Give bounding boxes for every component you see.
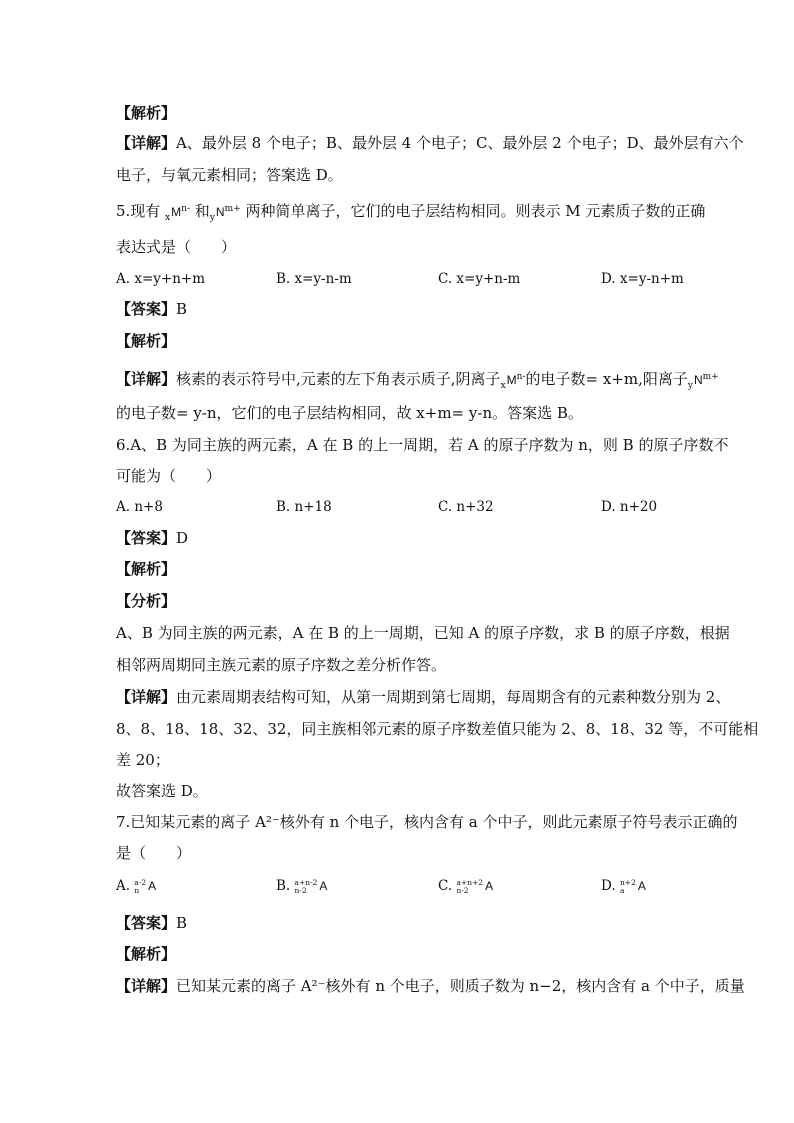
- q7-option-a: A. a-2 n A: [116, 877, 157, 895]
- q7-detail-line-1: 【详解】已知某元素的离子 A²⁻核外有 n 个电子，则质子数为 n−2，核内含有 a 个中子，质量: [116, 977, 745, 995]
- q7-analysis-heading: 【解析】: [116, 945, 177, 963]
- q6-detail-line-3: 差 20；: [116, 751, 170, 769]
- q6-fenxi-heading: 【分析】: [116, 592, 177, 610]
- q7-options: [116, 876, 676, 896]
- q7-answer: 【答案】B: [116, 914, 188, 932]
- q6-fenxi-line-2: 相邻两周期同主族元素的原子序数之差分析作答。: [116, 656, 447, 674]
- q5-option-c: C. x=y+n-m: [438, 271, 521, 287]
- q5-option-b: B. x=y-n-m: [276, 271, 352, 287]
- q5-analysis-heading: 【解析】: [116, 332, 177, 350]
- q6-options: [116, 497, 676, 517]
- ion-m-symbol: $_xM^{n-}$: [165, 204, 191, 223]
- analysis-heading: 【解析】: [116, 104, 177, 122]
- q6-option-a: A. n+8: [116, 499, 163, 515]
- q6-detail-line-4: 故答案选 D。: [116, 782, 208, 800]
- q6-detail-line-2: 8、8、18、18、32、32，同主族相邻元素的原子序数差值只能为 2、8、18、32 等，不可能相: [116, 720, 759, 738]
- q5-option-d: D. x=y-n+m: [601, 271, 684, 287]
- q7-option-d: D. n+2 a A: [601, 877, 646, 895]
- q5-detail-line-2: 的电子数= y-n，它们的电子层结构相同，故 x+m= y-n。答案选 B。: [116, 404, 583, 422]
- q6-answer: 【答案】D: [116, 529, 189, 547]
- q6-option-b: B. n+18: [276, 499, 332, 515]
- q6-stem-line-2: 可能为（ ）: [116, 467, 222, 485]
- q5-stem-line-1: 5.现有 $_xM^{n-}$ 和$_yN^{m+}$ 两种简单离子，它们的电子层结构相同。则表示 M 元素质子数的正确: [116, 202, 706, 223]
- q7-stem-line-2: 是（ ）: [116, 844, 192, 862]
- q5-option-a: A. x=y+n+m: [116, 271, 206, 287]
- q7-option-b: B. a+n-2 n-2 A: [276, 877, 328, 895]
- q6-fenxi-line-1: A、B 为同主族的两元素，A 在 B 的上一周期，已知 A 的原子序数，求 B 的原子序数，根据: [116, 624, 730, 642]
- ion-n-symbol: $_yN^{m+}$: [209, 204, 241, 223]
- q7-option-c: C. a+n+2 n-2 A: [438, 877, 494, 895]
- q4-detail-line-2: 电子，与氧元素相同；答案选 D。: [116, 166, 343, 184]
- q6-option-c: C. n+32: [438, 499, 494, 515]
- q6-stem-line-1: 6.A、B 为同主族的两元素，A 在 B 的上一周期，若 A 的原子序数为 n，则 B 的原子序数不: [116, 436, 729, 454]
- q5-options: [116, 269, 684, 289]
- q6-option-d: D. n+20: [601, 499, 658, 515]
- q7-stem-line-1: 7.已知某元素的离子 A²⁻核外有 n 个电子，核内含有 a 个中子，则此元素原子符号表示正确的: [116, 813, 738, 831]
- q5-stem-line-2: 表达式是（ ）: [116, 238, 237, 256]
- q5-detail-line-1: 【详解】核素的表示符号中,元素的左下角表示质子,阴离子$_xM^{n-}$的电子数= x+m,阳离子$_yN^{m+}$: [116, 370, 719, 391]
- q4-detail-line-1: 【详解】A、最外层 8 个电子；B、最外层 4 个电子；C、最外层 2 个电子；D、最外层有六个: [116, 134, 744, 152]
- q6-detail-line-1: 【详解】由元素周期表结构可知，从第一周期到第七周期，每周期含有的元素种数分别为 2、: [116, 688, 731, 706]
- q6-analysis-heading: 【解析】: [116, 560, 177, 578]
- q5-answer: 【答案】B: [116, 300, 188, 318]
